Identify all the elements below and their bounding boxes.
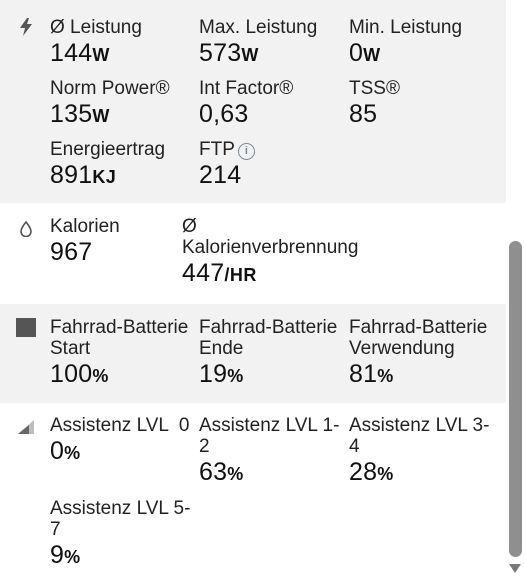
calories-metric <box>50 216 120 267</box>
battery-usage-label-line2: Verwendung <box>349 338 455 359</box>
avg-power-unit: W <box>92 45 110 65</box>
battery-usage-label-line1: Fahrrad-Batterie <box>349 317 488 338</box>
battery-end-label-line1: Fahrrad-Batterie <box>199 317 338 338</box>
assist-lvl34-label-line2: 4 <box>349 436 360 457</box>
energy-value: 891 <box>50 161 93 189</box>
max-power-unit: W <box>241 45 259 65</box>
energy-label: Energieertrag <box>50 139 166 160</box>
assist-lvl34-metric <box>349 415 489 489</box>
assist-level-icon <box>14 415 38 439</box>
assist-lvl0-value: 0 <box>50 437 65 465</box>
scrollbar-thumb[interactable] <box>509 241 522 557</box>
info-icon[interactable]: i <box>238 143 255 160</box>
calorie-burn-label-line2: Kalorienverbrennung <box>182 237 359 258</box>
assist-lvl34-unit: % <box>377 464 394 484</box>
avg-power-value: 144 <box>50 39 93 67</box>
max-power-label: Max. Leistung <box>199 17 318 38</box>
battery-usage-metric <box>349 317 487 391</box>
calories-value: 967 <box>50 238 93 266</box>
calorie-burn-value: 447 <box>182 259 225 287</box>
assist-lvl57-metric <box>50 498 190 572</box>
assist-lvl12-unit: % <box>227 464 244 484</box>
vertical-scrollbar[interactable] <box>506 0 525 579</box>
energy-unit: KJ <box>92 167 117 187</box>
avg-power-label: Ø Leistung <box>50 17 142 38</box>
tss-label: TSS® <box>349 78 400 99</box>
battery-end-value: 19 <box>199 360 228 388</box>
droplet-icon <box>14 217 38 241</box>
scroll-down-arrow-icon[interactable] <box>509 564 521 573</box>
tss-metric <box>349 78 400 129</box>
battery-end-metric <box>199 317 337 391</box>
min-power-value: 0 <box>349 39 364 67</box>
battery-start-label-line2: Start <box>50 338 91 359</box>
assist-lvl34-value: 28 <box>349 458 378 486</box>
assist-lvl12-label-line2: 2 <box>199 436 210 457</box>
calorie-burn-label-line1: Ø <box>182 216 197 237</box>
tss-value: 85 <box>349 100 378 128</box>
ftp-metric <box>199 139 255 190</box>
assist-lvl12-value: 63 <box>199 458 228 486</box>
calories-label: Kalorien <box>50 216 120 237</box>
int-factor-metric <box>199 78 293 129</box>
battery-square-icon <box>14 315 38 339</box>
assist-lvl0-unit: % <box>64 443 81 463</box>
assist-lvl12-label-line1: Assistenz LVL 1- <box>199 415 340 436</box>
norm-power-metric <box>50 78 170 131</box>
min-power-unit: W <box>363 45 381 65</box>
assist-lvl0-metric <box>50 415 189 468</box>
assist-lvl57-label-line2: 7 <box>50 519 61 540</box>
battery-start-label-line1: Fahrrad-Batterie <box>50 317 189 338</box>
norm-power-label: Norm Power® <box>50 78 170 99</box>
calories-section <box>0 203 506 304</box>
battery-usage-unit: % <box>377 366 394 386</box>
battery-end-unit: % <box>227 366 244 386</box>
battery-end-label-line2: Ende <box>199 338 244 359</box>
energy-metric <box>50 139 165 192</box>
norm-power-value: 135 <box>50 100 93 128</box>
int-factor-label: Int Factor® <box>199 78 294 99</box>
assist-lvl57-label-line1: Assistenz LVL 5- <box>50 498 191 519</box>
max-power-value: 573 <box>199 39 242 67</box>
assist-lvl12-metric <box>199 415 339 489</box>
int-factor-value: 0,63 <box>199 100 249 128</box>
min-power-label: Min. Leistung <box>349 17 463 38</box>
calorie-burn-unit: /HR <box>224 265 257 285</box>
calorie-burn-metric <box>182 216 358 290</box>
assist-lvl0-label: Assistenz LVL 0 <box>50 415 190 436</box>
battery-start-value: 100 <box>50 360 93 388</box>
max-power-metric <box>199 17 317 70</box>
battery-section <box>0 304 506 403</box>
assist-lvl34-label-line1: Assistenz LVL 3- <box>349 415 490 436</box>
power-section <box>0 0 506 203</box>
ftp-label: FTP <box>199 139 235 160</box>
ftp-value: 214 <box>199 161 242 189</box>
min-power-metric <box>349 17 462 70</box>
assist-lvl57-unit: % <box>64 547 81 567</box>
assist-section <box>0 403 506 579</box>
lightning-icon <box>14 15 38 39</box>
battery-start-metric <box>50 317 188 391</box>
assist-lvl57-value: 9 <box>50 541 65 569</box>
battery-usage-value: 81 <box>349 360 378 388</box>
battery-start-unit: % <box>92 366 109 386</box>
avg-power-metric <box>50 17 142 70</box>
norm-power-unit: W <box>92 106 110 126</box>
